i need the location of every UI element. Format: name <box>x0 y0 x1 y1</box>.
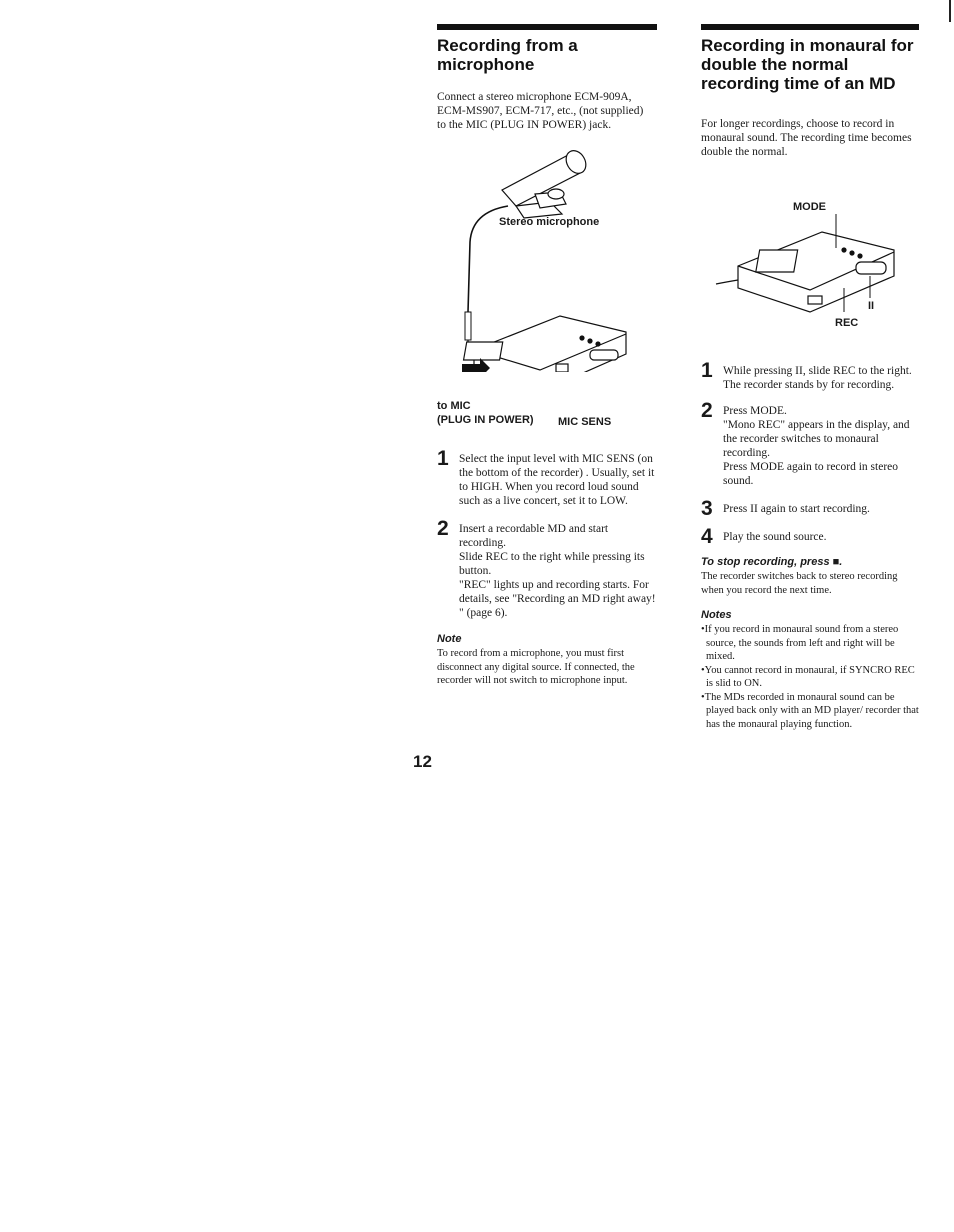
step-2 <box>437 517 657 620</box>
monaural-steps <box>701 359 923 731</box>
label-rec: REC <box>835 317 859 329</box>
step-3 <box>701 497 923 520</box>
step-text: Select the input level with MIC SENS (on the bottom of the recorder) . Usually, set it to HIGH. When you record loud sound such as a live concert, set it to LOW. <box>459 453 655 507</box>
microphone-intro: Connect a stereo microphone ECM-909A, ECM-MS907, ECM-717, etc., (not supplied) to the MIC (PLUG IN POWER) jack. <box>437 91 644 131</box>
label-mode: MODE <box>793 201 826 213</box>
step-text: Press MODE. <box>723 405 787 417</box>
notes-block <box>701 609 923 731</box>
step-text-detail: The recorder stands by for recording. <box>723 379 895 391</box>
stop-heading: To stop recording, press ■. <box>701 556 843 568</box>
note-item: •The MDs recorded in monaural sound can be played back only with an MD player/ recorder that has the monaural playing function. <box>701 691 919 730</box>
step-number: 3 <box>701 497 713 520</box>
notes-list <box>701 623 923 731</box>
label-to-mic: to MIC <box>437 400 471 412</box>
note-heading: Note <box>437 633 462 645</box>
step-text: Insert a recordable MD and start recording. <box>459 523 609 549</box>
step-number: 1 <box>437 447 449 470</box>
microphone-steps <box>437 447 657 688</box>
section-rule <box>701 24 919 30</box>
label-mic-sens: MIC SENS <box>558 416 612 428</box>
stop-recording-block <box>701 556 923 597</box>
step-text: While pressing II, slide REC to the right. <box>723 365 912 377</box>
step-number: 1 <box>701 359 713 382</box>
step-text-detail: Press MODE again to record in stereo sound. <box>723 461 899 487</box>
note-block <box>437 633 657 688</box>
microphone-recorder-illustration <box>440 142 640 372</box>
step-number: 2 <box>701 399 713 422</box>
section-monaural <box>701 24 923 159</box>
step-number: 2 <box>437 517 449 540</box>
step-1 <box>701 359 923 392</box>
step-text-detail: "REC" lights up and recording starts. For details, see "Recording an MD right away! " (page 6). <box>459 579 656 619</box>
step-2 <box>701 399 923 488</box>
section-microphone <box>437 24 657 132</box>
step-text: Press II again to start recording. <box>723 503 870 515</box>
stop-text: The recorder switches back to stereo recording when you record the next time. <box>701 571 898 596</box>
label-plug-in-power: (PLUG IN POWER) <box>437 414 534 426</box>
label-pause: II <box>868 300 875 312</box>
note-item: •If you record in monaural sound from a stereo source, the sounds from left and right will be mixed. <box>701 624 899 662</box>
step-4 <box>701 525 923 548</box>
section-title-microphone: Recording from a microphone <box>437 36 578 74</box>
note-text: To record from a microphone, you must first disconnect any digital source. If connected, the recorder will not switch to microphone input. <box>437 648 635 686</box>
step-text: Play the sound source. <box>723 531 827 543</box>
page-edge-mark <box>949 0 951 22</box>
step-text-detail: Slide REC to the right while pressing its button. <box>459 551 645 577</box>
section-title-monaural: Recording in monaural for double the normal recording time of an MD <box>701 36 914 93</box>
step-1 <box>437 447 657 508</box>
page-number: 12 <box>413 752 432 771</box>
step-number: 4 <box>701 525 713 548</box>
notes-heading: Notes <box>701 609 732 621</box>
monaural-intro: For longer recordings, choose to record in monaural sound. The recording time becomes double the normal. <box>701 118 912 158</box>
section-rule <box>437 24 657 30</box>
note-item: •You cannot record in monaural, if SYNCRO REC is slid to ON. <box>701 664 915 689</box>
label-stereo-microphone: Stereo microphone <box>499 216 600 228</box>
step-text-detail: "Mono REC" appears in the display, and the recorder switches to monaural recording. <box>723 419 910 459</box>
